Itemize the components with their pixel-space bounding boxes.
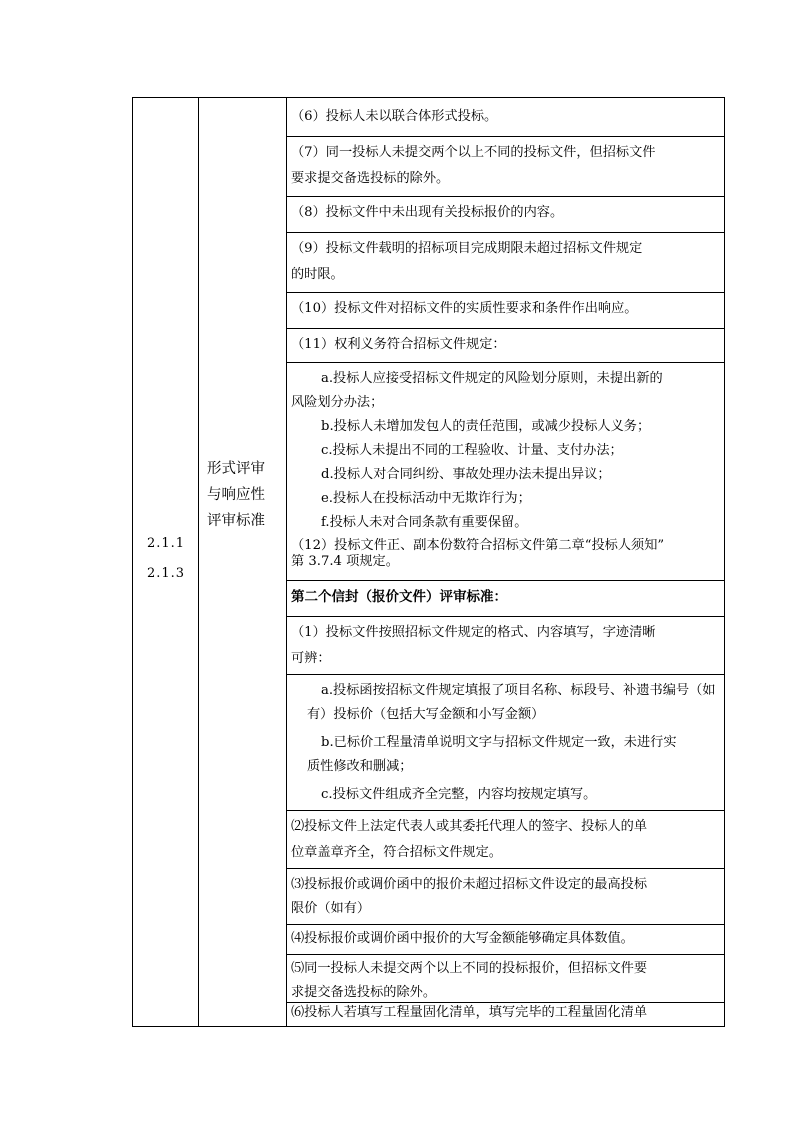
criteria-content-cell — [287, 98, 724, 1026]
row-divider — [287, 868, 724, 869]
row-divider — [287, 362, 724, 363]
criterion-subitem: 风险划分办法； — [291, 395, 384, 410]
criterion-item: （1）投标文件按照招标文件规定的格式、内容填写，字迹清晰 — [291, 625, 656, 640]
row-divider — [287, 580, 724, 581]
row-divider — [287, 328, 724, 329]
criterion-item: 位章盖章齐全，符合招标文件规定。 — [291, 845, 502, 860]
criterion-subitem: 有）投标价（包括大写金额和小写金额） — [307, 707, 545, 722]
row-divider — [287, 674, 724, 675]
row-divider — [287, 292, 724, 293]
criterion-name-line: 与响应性 — [207, 487, 265, 503]
criteria-table — [132, 97, 725, 1027]
criterion-subitem: b.投标人未增加发包人的责任范围，或减少投标人义务； — [321, 419, 651, 434]
criterion-item: ⑶投标报价或调价函中的报价未超过招标文件设定的最高投标 — [291, 877, 648, 892]
criterion-subitem: d.投标人对合同纠纷、事故处理办法未提出异议； — [321, 467, 611, 482]
criterion-name — [207, 456, 283, 534]
criterion-subitem: 质性修改和删减； — [307, 759, 413, 774]
criterion-item: （11）权利义务符合招标文件规定： — [291, 337, 506, 352]
row-divider — [287, 616, 724, 617]
criterion-subitem: a.投标人应接受招标文件规定的风险划分原则，未提出新的 — [321, 371, 663, 386]
clause-number: 2.1.3 — [146, 566, 186, 581]
row-divider — [287, 232, 724, 233]
criterion-item: 要求提交备选投标的除外。 — [291, 171, 450, 186]
criterion-item: （7）同一投标人未提交两个以上不同的投标文件，但招标文件 — [291, 145, 656, 160]
criterion-name-line: 评审标准 — [207, 513, 265, 529]
criterion-item: （9）投标文件载明的招标项目完成期限未超过招标文件规定 — [291, 241, 643, 256]
criterion-item: ⑵投标文件上法定代表人或其委托代理人的签字、投标人的单 — [291, 819, 648, 834]
criterion-subitem: c.投标人未提出不同的工程验收、计量、支付办法； — [321, 443, 623, 458]
criterion-item: 第 3.7.4 项规定。 — [291, 554, 399, 569]
criterion-name-line: 形式评审 — [207, 461, 265, 477]
criterion-item: （10）投标文件对招标文件的实质性要求和条件作出响应。 — [291, 301, 638, 316]
criterion-subitem: b.已标价工程量清单说明文字与招标文件规定一致，未进行实 — [321, 735, 677, 750]
row-divider — [287, 924, 724, 925]
row-divider — [287, 810, 724, 811]
criterion-item: 求提交备选投标的除外。 — [291, 985, 437, 1000]
row-divider — [287, 196, 724, 197]
criterion-item: （8）投标文件中未出现有关投标报价的内容。 — [291, 205, 564, 220]
section-heading: 第二个信封（报价文件）评审标准： — [291, 589, 507, 605]
criterion-item: ⑹投标人若填写工程量固化清单，填写完毕的工程量固化清单 — [291, 1005, 648, 1020]
row-divider — [287, 954, 724, 955]
criterion-subitem: c.投标文件组成齐全完整，内容均按规定填写。 — [321, 787, 597, 802]
clause-number-cell — [133, 98, 199, 1026]
criterion-item: 限价（如有） — [291, 901, 371, 916]
criterion-item: 可辨： — [291, 651, 331, 666]
criterion-name-cell — [199, 98, 287, 1026]
criterion-item: ⑷投标报价或调价函中报价的大写金额能够确定具体数值。 — [291, 931, 634, 946]
row-divider — [287, 136, 724, 137]
criterion-subitem: e.投标人在投标活动中无欺诈行为； — [321, 491, 531, 506]
criterion-subitem: f.投标人未对合同条款有重要保留。 — [321, 515, 528, 530]
criterion-item: （6）投标人未以联合体形式投标。 — [291, 109, 498, 124]
criterion-item: （12）投标文件正、副本份数符合招标文件第二章“投标人须知” — [291, 538, 665, 553]
clause-number: 2.1.1 — [146, 536, 186, 551]
criterion-item: 的时限。 — [291, 267, 344, 282]
criterion-item: ⑸同一投标人未提交两个以上不同的投标报价，但招标文件要 — [291, 961, 648, 976]
criterion-subitem: a.投标函按招标文件规定填报了项目名称、标段号、补遗书编号（如 — [321, 683, 716, 698]
